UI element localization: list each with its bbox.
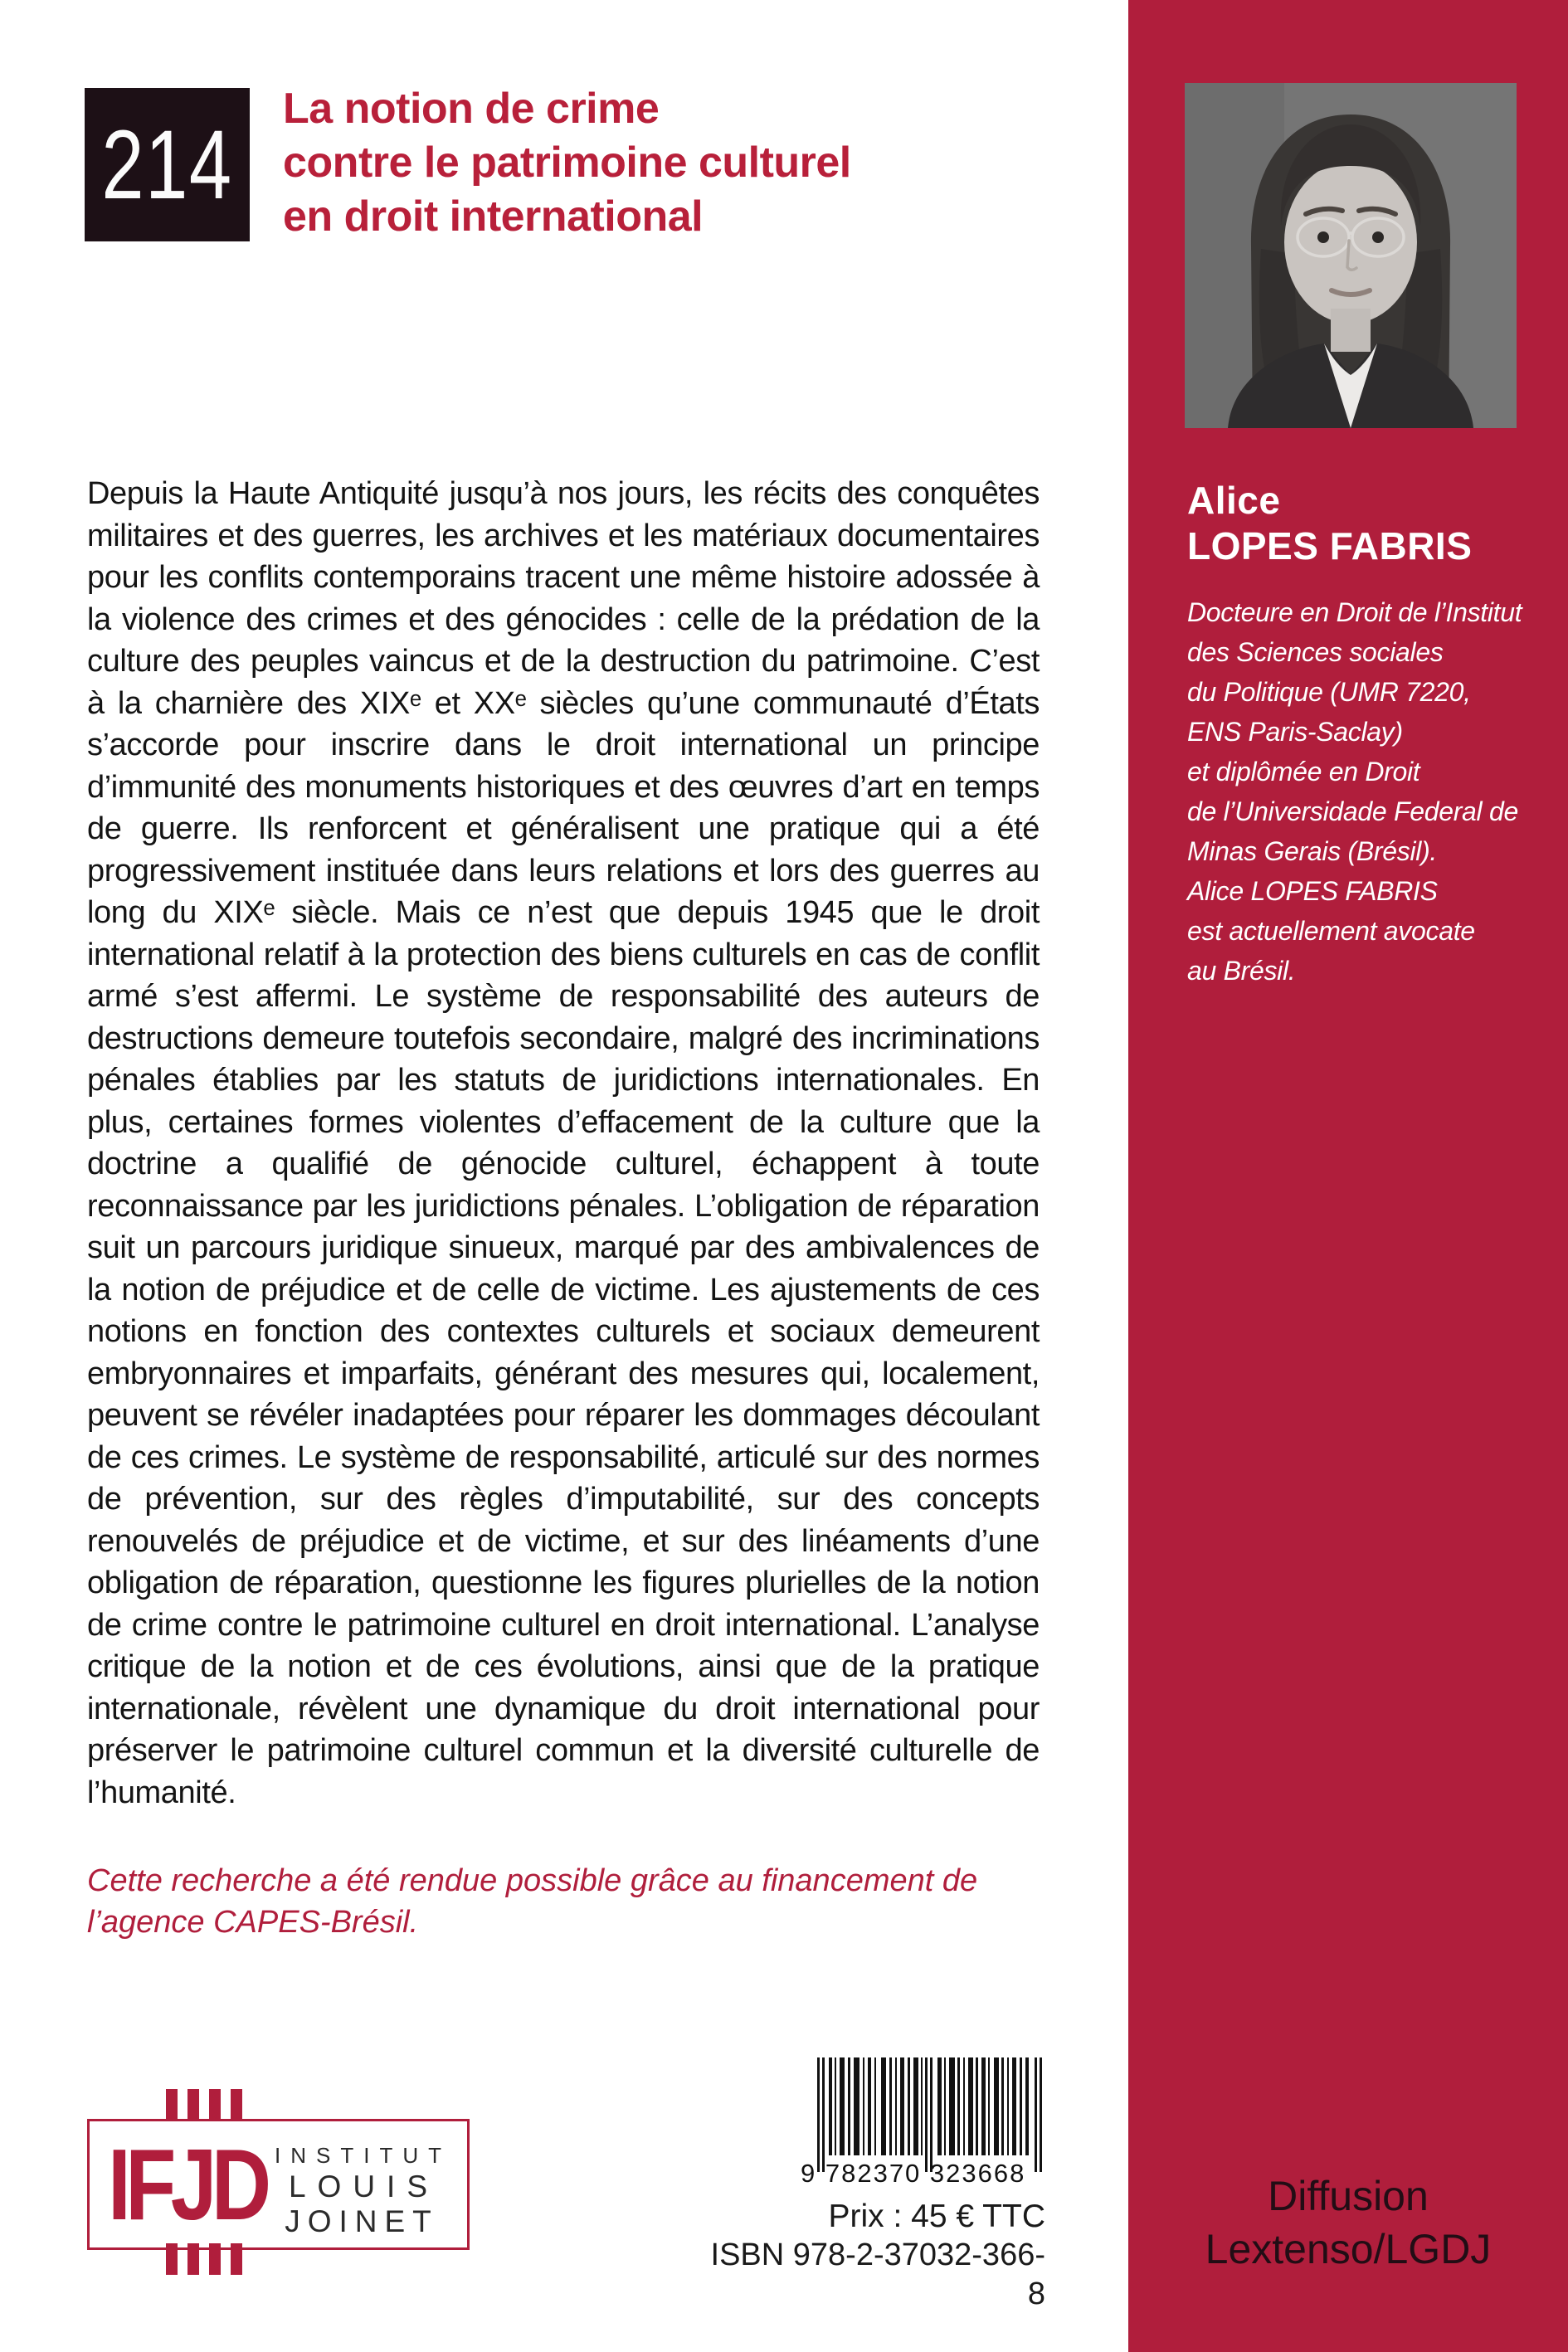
summary-paragraph: Depuis la Haute Antiquité jusqu’à nos jours, les récits des conquêtes militaires et des guerres, les archives et les matériaux documentaires pour les conflits contemporains tracent une même histoire adossée à la violence des crimes et des génocides : celle de la prédation de la culture des peuples vaincus et de la destruction du patrimoine. C’est à la charnière des XIXᵉ et XXᵉ siècles qu’une communauté d’États s’accorde pour inscrire dans le droit international un principe d’immunité des monuments historiques et des œuvres d’art en temps de guerre. Ils renforcent et généralisent une pratique qui a été progressivement instituée dans leurs relations et lors des guerres au long du XIXᵉ siècle. Mais ce n’est que depuis 1945 que le droit international relatif à la protection des biens culturels en cas de conflit armé s’est affermi. Le système de responsabilité des auteurs de destructions demeure toutefois secondaire, malgré des incriminations pénales établies par les statuts de juridictions internationales. En plus, certaines formes violentes d’effacement de la culture que la doctrine a qualifié de génocide culturel, échappent à toute reconnaissance par les juridictions pénales. L’obligation de réparation suit un parcours juridique sinueux, marqué par des ambivalences de la notion de préjudice et de celle de victime. Les ajustements de ces notions en fonction des contextes culturels et sociaux demeurent embryonnaires et imparfaits, générant des mesures qui, localement, peuvent se révéler inadaptées pour réparer les dommages découlant de ces crimes. Le système de responsabilité, articulé sur des normes de prévention, sur des règles d’imputabilité, sur des concepts renouvelés de préjudice et de victime, et sur des linéaments d’une obligation de réparation, questionne les figures plurielles de la notion de crime contre le patrimoine culturel en droit international. L’analyse critique de la notion et de ces évolutions, ainsi que de la pratique internationale, révèlent une dynamique du droit international pour préserver le patrimoine culturel commun et la diversité culturelle de l’humanité. [87,476,1040,1810]
ifjd-logo [87,2089,470,2277]
author-bio [1187,592,1522,991]
bio-line: est actuellement avocate [1187,916,1475,946]
diffusion-line: Lextenso/LGDJ [1205,2226,1492,2272]
bio-line: Minas Gerais (Brésil). [1187,836,1438,866]
author-name [1187,478,1472,569]
bio-line: au Brésil. [1187,956,1296,986]
logo-institute-name [269,2141,451,2239]
logo-tooth [231,2243,242,2275]
bio-line: et diplômée en Droit [1187,757,1420,786]
price-label: Prix : 45 € TTC [828,2199,1045,2234]
bio-line: des Sciences sociales [1187,637,1444,667]
collection-number: 214 [101,110,233,220]
logo-tooth [209,2243,221,2275]
logo-tooth [166,2243,178,2275]
barcode-bars [801,2057,1043,2189]
bio-line: Docteure en Droit de l’Institut [1187,597,1522,627]
logo-acronym: IFJD [108,2128,266,2241]
collection-number-box [85,88,250,241]
logo-name-line: LOUIS [288,2169,440,2203]
bio-line: ENS Paris-Saclay) [1187,717,1403,747]
book-title-line: La notion de crime [283,85,660,133]
logo-tooth [231,2089,242,2121]
bio-line: de l’Universidade Federal de [1187,796,1518,826]
logo-tooth [166,2089,178,2121]
diffusion-label [1128,2169,1568,2276]
bio-line: du Politique (UMR 7220, [1187,677,1471,707]
logo-name-line: INSTITUT [275,2143,451,2168]
price-isbn-block [705,2197,1045,2314]
back-cover-text [87,473,1040,1943]
logo-teeth-bottom [166,2243,317,2275]
book-title [283,82,851,244]
author-first-name: Alice [1187,479,1281,522]
logo-tooth [187,2243,199,2275]
logo-teeth-top [166,2089,317,2121]
author-last-name: LOPES FABRIS [1187,524,1473,567]
isbn-label: ISBN 978-2-37032-366-8 [710,2238,1045,2311]
book-title-line: contre le patrimoine culturel [283,139,851,187]
barcode-digits: 9 782370 323668 [801,2159,1026,2188]
logo-frame [87,2119,470,2250]
logo-name-line: JOINET [285,2204,439,2238]
funding-note: Cette recherche a été rendue possible grâce au financement de l’agence CAPES-Brésil. [87,1863,978,1940]
book-title-line: en droit international [283,192,704,241]
author-photo [1185,83,1517,428]
bio-line: Alice LOPES FABRIS [1187,876,1438,906]
ean-barcode [801,2057,1043,2189]
diffusion-line: Diffusion [1268,2173,1429,2219]
logo-tooth [187,2089,199,2121]
logo-tooth [209,2089,221,2121]
